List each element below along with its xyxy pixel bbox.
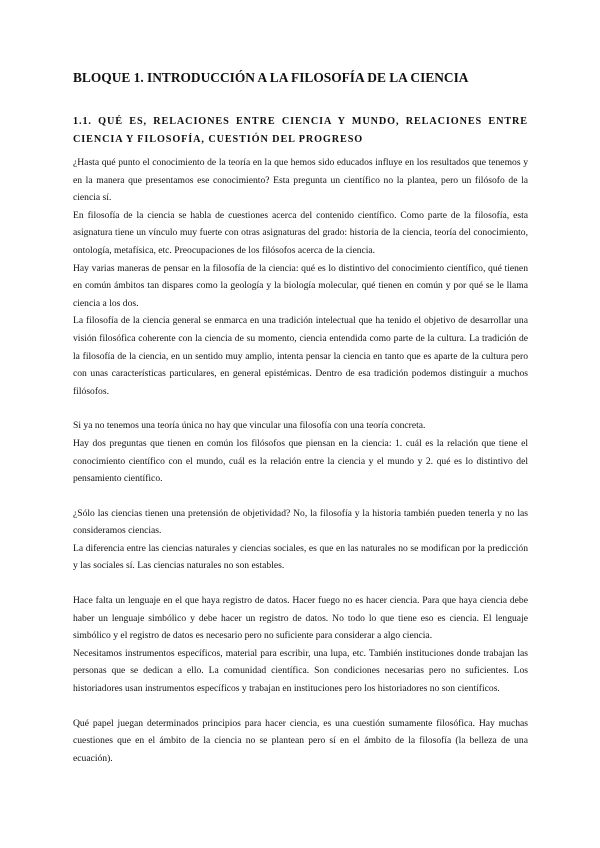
paragraph-gap <box>73 575 528 592</box>
paragraph: Hay dos preguntas que tienen en común los filósofos que piensan en la ciencia: 1. cuál es la relación que tiene el conocimiento científico con el mundo, cuál es la relación entre la ciencia y el mundo y 2. qué es lo distintivo del pensamiento científico. <box>73 437 528 485</box>
paragraph: Hace falta un lenguaje en el que haya registro de datos. Hacer fuego no es hacer ciencia. Para que haya ciencia debe haber un lenguaje simbólico y debe hacer un registro de datos. No todo lo que tiene eso es ciencia. El lenguaje simbólico y el registro de datos es necesario pero no suficiente para considerar a algo ciencia. <box>73 595 528 642</box>
paragraph: ¿Sólo las ciencias tienen una pretensión de objetividad? No, la filosofía y la historia también pueden tenerla y no las consideramos ciencias. <box>73 507 528 537</box>
paragraph-gap <box>73 698 528 715</box>
paragraph: ¿Hasta qué punto el conocimiento de la teoría en la que hemos sido educados influye en los resultados que tenemos y en la manera que presentamos ese conocimiento? Esta pregunta un científico no la plantea, pero un filósofo de la ciencia sí. <box>73 157 528 204</box>
paragraph: Si ya no tenemos una teoría única no hay que vincular una filosofía con una teoría concreta. <box>73 420 426 432</box>
paragraph: Hay varias maneras de pensar en la filosofía de la ciencia: qué es lo distintivo del conocimiento científico, qué tienen en común ámbitos tan dispares como la geología y la biología molecular, qué tienen en común y por qué se le llama ciencia a los dos. <box>73 262 528 309</box>
paragraph: En filosofía de la ciencia se habla de cuestiones acerca del contenido científico. Como parte de la filosofía, esta asignatura tiene un vínculo muy fuerte con otras asignaturas del grado: historia de la ciencia, teoría del conocimiento, ontología, metafísica, etc. Preocupaciones de los filósofos acerca de la ciencia. <box>73 209 528 256</box>
paragraph-gap <box>73 488 528 505</box>
paragraph: Qué papel juegan determinados principios para hacer ciencia, es una cuestión sumamente filosófica. Hay muchas cuestiones que en el ámbito de la ciencia no se plantean pero sí en el ámbito de la filosofía (la belleza de una ecuación). <box>73 717 528 764</box>
paragraph-gap <box>73 400 528 417</box>
section-heading: 1.1. QUÉ ES, RELACIONES ENTRE CIENCIA Y MUNDO, RELACIONES ENTRE CIENCIA Y FILOSOFÍA, CUESTIÓN DEL PROGRESO <box>73 116 528 145</box>
paragraph: Necesitamos instrumentos específicos, material para escribir, una lupa, etc. También instituciones donde trabajan las personas que se dedican a ello. La comunidad científica. Son condiciones necesarias pero no suficientes. Los historiadores usan instrumentos específicos y trabajan en instituciones pero los historiadores no son científicos. <box>73 647 528 695</box>
paragraph: La filosofía de la ciencia general se enmarca en una tradición intelectual que ha tenido el objetivo de desarrollar una visión filosófica coherente con la ciencia de su momento, ciencia entendida como parte de la cultura. La tradición de la filosofía de la ciencia, en un sentido muy amplio, intenta pensar la ciencia en tanto que es aparte de la cultura pero con unas características particulares, en general epistémicas. Dentro de esa tradición podemos distinguir a muchos filósofos. <box>73 315 528 397</box>
paragraph: La diferencia entre las ciencias naturales y ciencias sociales, es que en las naturales no se modifican por la predicción y las sociales sí. Las ciencias naturales no son estables. <box>73 542 528 572</box>
document-title: BLOQUE 1. INTRODUCCIÓN A LA FILOSOFÍA DE LA CIENCIA <box>73 70 469 85</box>
